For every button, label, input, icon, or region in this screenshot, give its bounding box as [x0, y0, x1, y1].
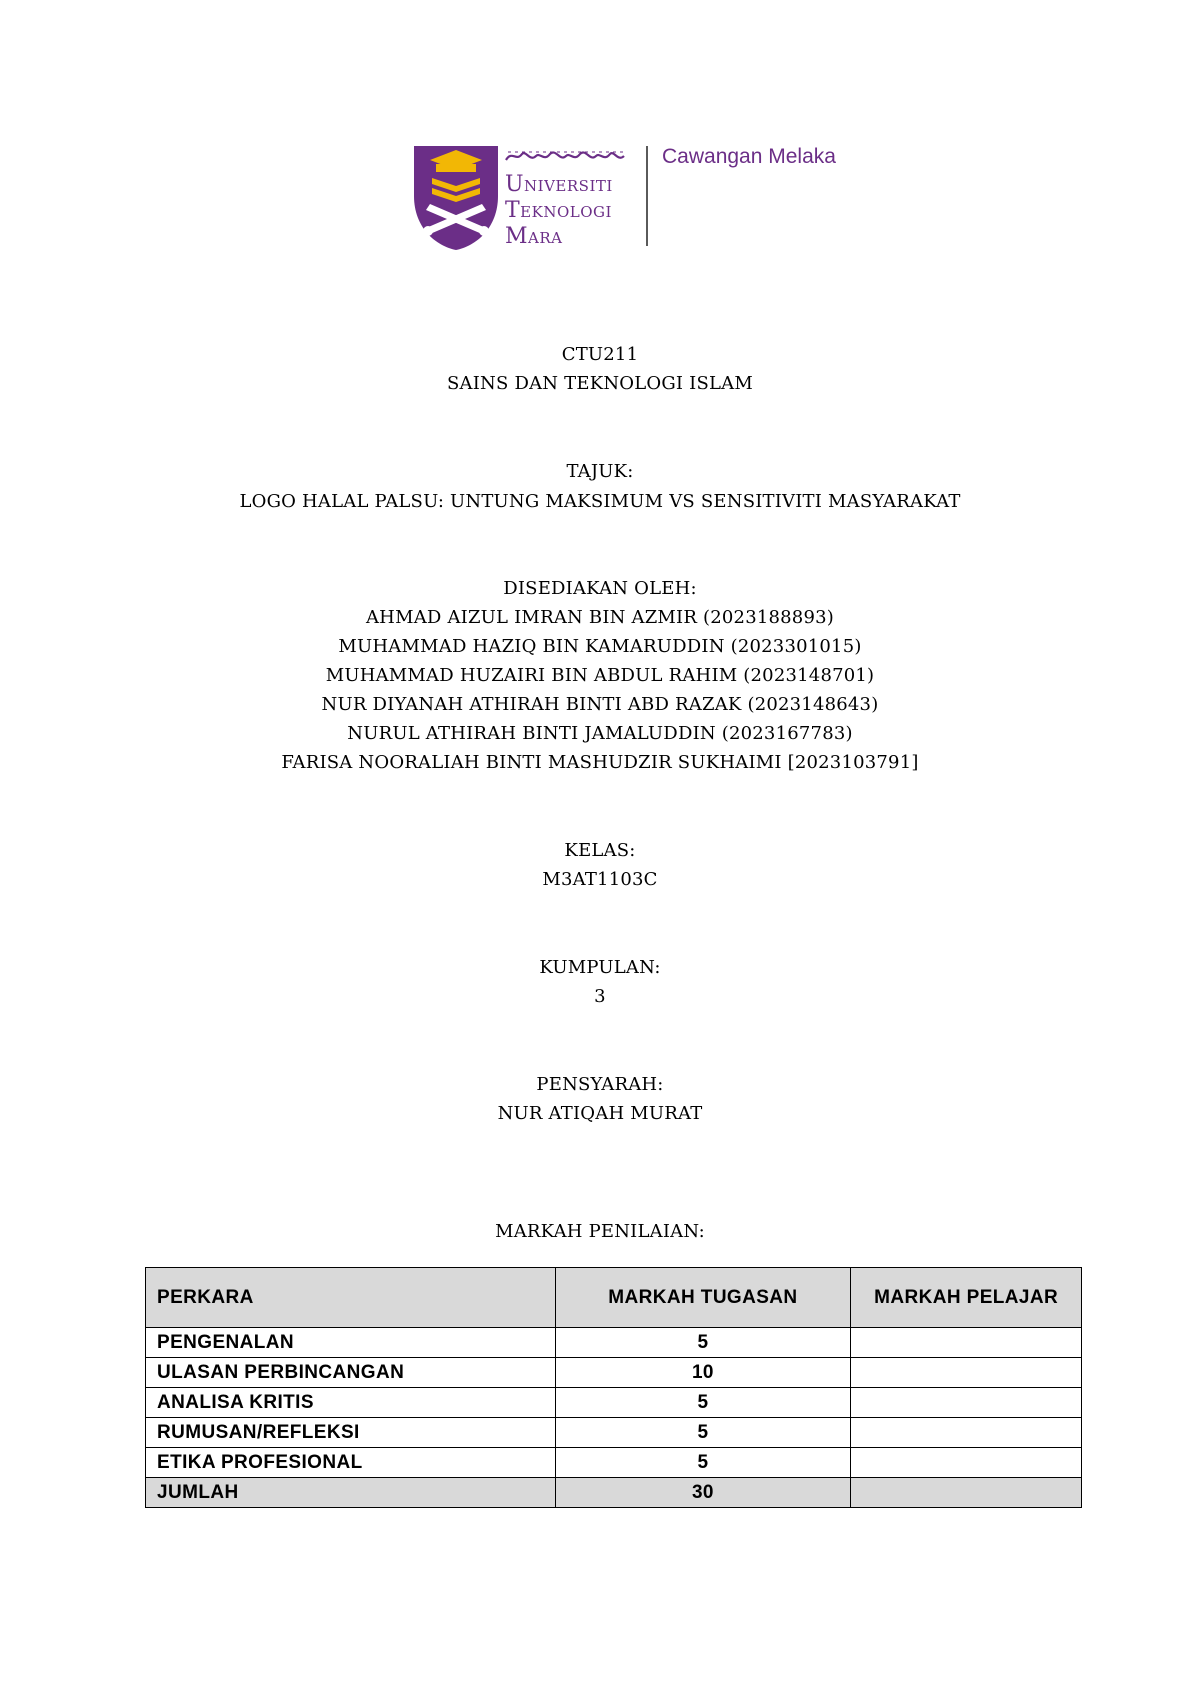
member-name: NURUL ATHIRAH BINTI JAMALUDDIN (2023167783) [347, 723, 853, 744]
table-row [146, 1358, 1082, 1388]
assessment-table [145, 1267, 1082, 1508]
course-name: SAINS DAN TEKNOLOGI ISLAM [447, 373, 753, 394]
task-marks-cell: 5 [555, 1328, 851, 1358]
task-marks-cell: 5 [555, 1448, 851, 1478]
class-value: M3AT1103C [542, 869, 658, 890]
logo-divider [646, 146, 648, 246]
table-row [146, 1448, 1082, 1478]
group-label: KUMPULAN: [539, 957, 661, 978]
item-cell: ETIKA PROFESIONAL [146, 1448, 556, 1478]
lecturer-label: PENSYARAH: [536, 1074, 664, 1095]
task-marks-cell: 5 [555, 1418, 851, 1448]
task-marks-cell: 10 [555, 1358, 851, 1388]
title-label: TAJUK: [566, 461, 634, 482]
item-cell: ULASAN PERBINCANGAN [146, 1358, 556, 1388]
student-marks-cell[interactable] [851, 1328, 1082, 1358]
uitm-logo [412, 142, 842, 252]
branch-name: Cawangan Melaka [662, 145, 836, 168]
uitm-crest-icon [412, 142, 502, 252]
member-name: AHMAD AIZUL IMRAN BIN AZMIR (2023188893) [365, 607, 834, 628]
item-cell: RUMUSAN/REFLEKSI [146, 1418, 556, 1448]
total-row [146, 1478, 1082, 1508]
title-value: LOGO HALAL PALSU: UNTUNG MAKSIMUM VS SENSITIVITI MASYARAKAT [239, 491, 961, 512]
course-code: CTU211 [561, 344, 639, 365]
total-student-marks-cell[interactable] [851, 1478, 1082, 1508]
uitm-wordmark [500, 142, 620, 252]
table-row [146, 1328, 1082, 1358]
task-marks-cell: 5 [555, 1388, 851, 1418]
header-task-marks: MARKAH TUGASAN [555, 1268, 851, 1328]
member-name: MUHAMMAD HAZIQ BIN KAMARUDDIN (2023301015) [338, 636, 862, 657]
jawi-script-icon [504, 148, 626, 164]
table-row [146, 1418, 1082, 1448]
assessment-label: MARKAH PENILAIAN: [495, 1221, 705, 1242]
student-marks-cell[interactable] [851, 1388, 1082, 1418]
member-name: NUR DIYANAH ATHIRAH BINTI ABD RAZAK (2023148643) [321, 694, 879, 715]
student-marks-cell[interactable] [851, 1358, 1082, 1388]
university-word-3: Mara [505, 224, 563, 249]
table-header-row [146, 1268, 1082, 1328]
university-word-1: Universiti [505, 172, 613, 197]
university-word-2: Teknologi [505, 198, 612, 223]
class-label: KELAS: [564, 840, 636, 861]
header-student-marks: MARKAH PELAJAR [851, 1268, 1082, 1328]
lecturer-value: NUR ATIQAH MURAT [497, 1103, 703, 1124]
member-name: MUHAMMAD HUZAIRI BIN ABDUL RAHIM (2023148701) [325, 665, 875, 686]
prepared-by-label: DISEDIAKAN OLEH: [503, 578, 697, 599]
item-cell: PENGENALAN [146, 1328, 556, 1358]
student-marks-cell[interactable] [851, 1418, 1082, 1448]
student-marks-cell[interactable] [851, 1448, 1082, 1478]
header-item: PERKARA [146, 1268, 556, 1328]
total-task-marks-cell: 30 [555, 1478, 851, 1508]
table-row [146, 1388, 1082, 1418]
item-cell: ANALISA KRITIS [146, 1388, 556, 1418]
member-name: FARISA NOORALIAH BINTI MASHUDZIR SUKHAIMI [2023103791] [281, 752, 919, 773]
total-label-cell: JUMLAH [146, 1478, 556, 1508]
group-value: 3 [594, 986, 606, 1007]
